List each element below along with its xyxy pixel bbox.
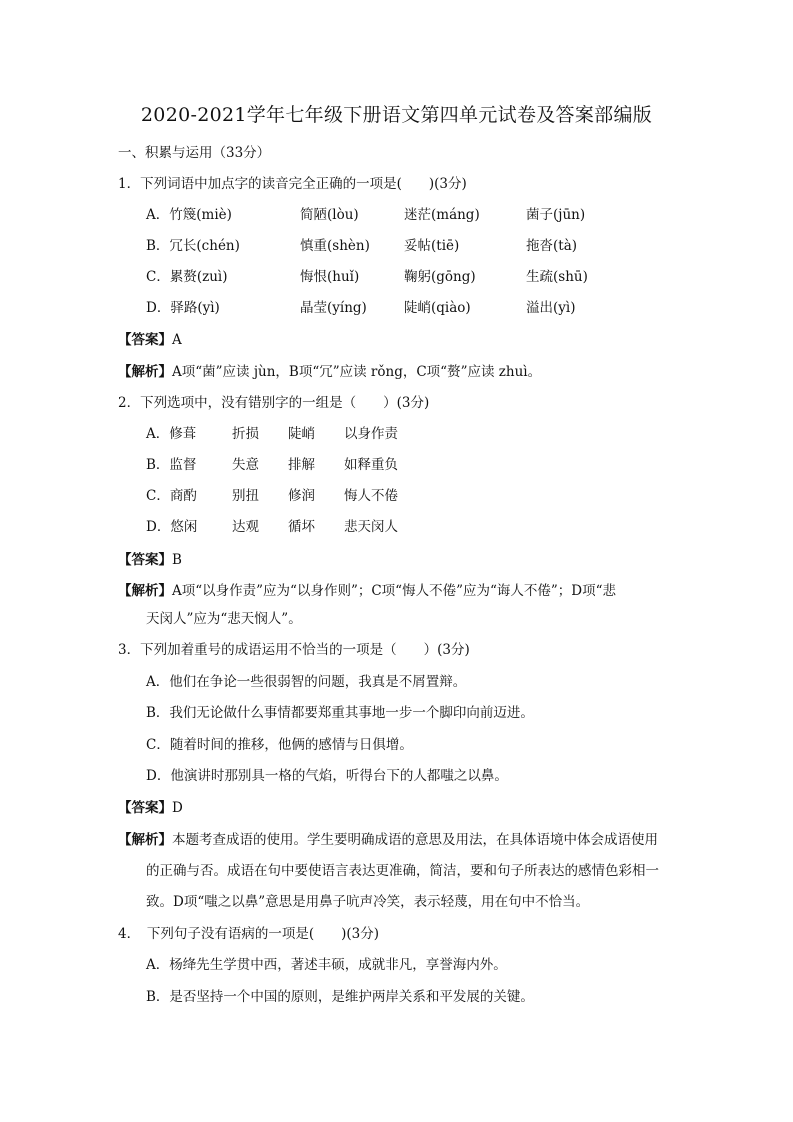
q1-option-c-item: 生疏(shū) — [526, 269, 588, 285]
q2-analysis-text: A项“以身作责”应为“以身作则”；C项“悔人不倦”应为“诲人不倦”；D项“悲 — [172, 583, 617, 599]
q2-option-c-item: 悔人不倦 — [344, 488, 398, 504]
q2-option-a: A．修葺 — [146, 426, 197, 442]
q4-stem: 4． 下列句子没有语病的一项是( )(3分) — [118, 926, 379, 942]
analysis-mark: 【解析】 — [118, 832, 172, 848]
q2-option-b-item: 失意 — [232, 457, 259, 473]
answer-mark: 【答案】 — [118, 332, 172, 348]
analysis-mark: 【解析】 — [118, 583, 172, 599]
q3-option-b: B．我们无论做什么事情都要郑重其事地一步一个脚印向前迈进。 — [146, 705, 534, 721]
q2-option-c: C．商酌 — [146, 488, 197, 504]
q3-analysis — [118, 830, 658, 850]
q3-analysis-cont: 的正确与否。成语在句中要使语言表达更准确，简洁，要和句子所表达的感情色彩相一 — [146, 863, 659, 879]
section-heading: 一、积累与运用（33分） — [118, 145, 271, 161]
q3-option-a: A．他们在争论一些很弱智的问题，我真是不屑置辩。 — [146, 674, 467, 690]
answer-mark: 【答案】 — [118, 800, 172, 816]
q2-option-d: D．悠闲 — [146, 519, 198, 535]
q2-answer — [118, 550, 182, 570]
analysis-mark: 【解析】 — [118, 364, 172, 380]
q2-option-a-item: 以身作责 — [344, 426, 398, 442]
q1-option-c-item: 鞠躬(gōng) — [404, 269, 476, 285]
q3-analysis-cont: 致。D项“嗤之以鼻”意思是用鼻子吭声冷笑，表示轻蔑，用在句中不恰当。 — [146, 894, 590, 910]
q4-option-b: B．是否坚持一个中国的原则，是维护两岸关系和平发展的关键。 — [146, 989, 534, 1005]
page-title: 2020-2021学年七年级下册语文第四单元试卷及答案部编版 — [140, 104, 653, 126]
q2-option-d-item: 达观 — [232, 519, 259, 535]
q2-option-a-item: 折损 — [232, 426, 259, 442]
q1-option-c: C．累赘(zuì) — [146, 269, 228, 285]
q1-option-a-item: 迷茫(máng) — [404, 207, 480, 223]
q1-analysis — [118, 362, 541, 382]
q1-option-a-item: 简陋(lòu) — [300, 207, 359, 223]
q2-answer-value: B — [172, 552, 182, 568]
q4-option-a: A．杨绛先生学贯中西，著述丰硕，成就非凡，享誉海内外。 — [146, 957, 507, 973]
q1-option-d-item: 陡峭(qiào) — [404, 300, 471, 316]
q2-option-b: B．监督 — [146, 457, 197, 473]
q1-option-d-item: 晶莹(yíng) — [300, 300, 367, 316]
q1-option-b-item: 慎重(shèn) — [300, 238, 370, 254]
q1-option-b-item: 拖沓(tà) — [526, 238, 578, 254]
q2-analysis — [118, 581, 616, 601]
q2-stem: 2．下列选项中，没有错别字的一组是（ ）(3分) — [118, 395, 430, 411]
answer-mark: 【答案】 — [118, 552, 172, 568]
q2-analysis-cont: 天闵人”应为“悲天悯人”。 — [146, 611, 302, 627]
q2-option-a-item: 陡峭 — [288, 426, 315, 442]
q2-option-d-item: 循坏 — [288, 519, 315, 535]
q3-answer — [118, 798, 183, 818]
q3-option-d: D．他演讲时那别具一格的气焰，听得台下的人都嗤之以鼻。 — [146, 768, 508, 784]
q2-option-b-item: 如释重负 — [344, 457, 398, 473]
q1-option-b-item: 妥帖(tiē) — [404, 238, 460, 254]
q1-answer-value: A — [172, 332, 182, 348]
q1-analysis-text: A项“菌”应读 jùn，B项“冗”应读 rǒng，C项“赘”应读 zhuì。 — [172, 364, 542, 380]
q2-option-d-item: 悲天闵人 — [344, 519, 398, 535]
q1-option-d-item: 溢出(yì) — [526, 300, 576, 316]
q1-option-b: B．冗长(chén) — [146, 238, 240, 254]
q3-stem: 3．下列加着重号的成语运用不恰当的一项是（ ）(3分) — [118, 642, 470, 658]
q1-option-c-item: 悔恨(huǐ) — [300, 269, 360, 285]
q1-stem: 1．下列词语中加点字的读音完全正确的一项是( )(3分) — [118, 176, 467, 192]
q3-option-c: C．随着时间的推移，他俩的感情与日俱增。 — [146, 737, 413, 753]
q1-option-a: A．竹篾(miè) — [146, 207, 232, 223]
q2-option-c-item: 别扭 — [232, 488, 259, 504]
q2-option-b-item: 排解 — [288, 457, 315, 473]
q3-answer-value: D — [172, 800, 183, 816]
q1-answer — [118, 330, 182, 350]
q1-option-a-item: 菌子(jūn) — [526, 207, 586, 223]
q1-option-d: D．驿路(yì) — [146, 300, 220, 316]
q2-option-c-item: 修润 — [288, 488, 315, 504]
q3-analysis-text: 本题考查成语的使用。学生要明确成语的意思及用法，在具体语境中体会成语使用 — [172, 832, 658, 848]
